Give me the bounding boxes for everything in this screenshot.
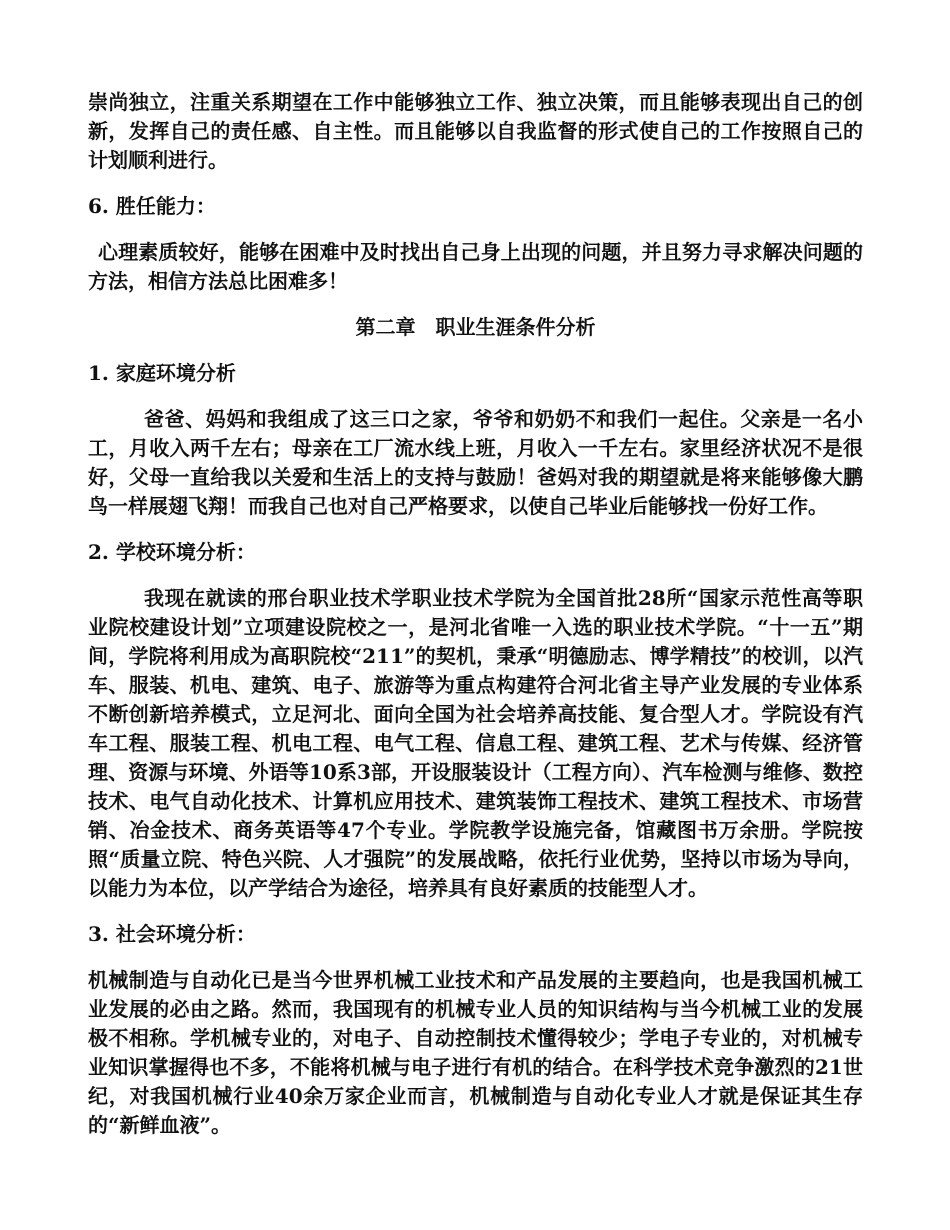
- paragraph-society: 机械制造与自动化已是当今世界机械工业技术和产品发展的主要趋向，也是我国机械工业发展的必由之路。然而，我国现有的机械专业人员的知识结构与当今机械工业的发展极不相称。学机械专业的，对电子、自动控制技术懂得较少；学电子专业的，对机械专业知识掌握得也不多，不能将机械与电子进行有机的结合。在科学技术竞争激烈的21世纪，对我国机械行业40余万家企业而言，机械制造与自动化专业人才就是保证其生存的“新鲜血液”。: [88, 968, 863, 1137]
- spacer: [88, 567, 863, 584]
- spacer: [88, 175, 863, 192]
- spacer: [88, 342, 863, 359]
- paragraph-school: 我现在就读的邢台职业技术学职业技术学院为全国首批28所“国家示范性高等职业院校建设计划”立项建设院校之一，是河北省唯一入选的职业技术学院。“十一五”期间，学院将利用成为高职院校“211”的契机，秉承“明德励志、博学精技”的校训，以汽车、服装、机电、建筑、电子、旅游等为重点构建符合河北省主导产业发展的专业体系不断创新培养模式，立足河北、面向全国为社会培养高技能、复合型人才。学院设有汽车工程、服装工程、机电工程、电气工程、信息工程、建筑工程、艺术与传媒、经济管理、资源与环境、外语等10系3部，开设服装设计（工程方向）、汽车检测与维修、数控技术、电气自动化技术、计算机应用技术、建筑装饰工程技术、建筑工程技术、市场营销、冶金技术、商务英语等47个专业。学院教学设施完备，馆藏图书万余册。学院按照“质量立院、特色兴院、人才强院”的发展战略，依托行业优势，坚持以市场为导向，以能力为本位，以产学结合为途径，培养具有良好素质的技能型人才。: [88, 586, 863, 900]
- spacer: [88, 296, 863, 313]
- paragraph-intro-continued: 崇尚独立，注重关系期望在工作中能够独立工作、独立决策，而且能够表现出自己的创新，发挥自己的责任感、自主性。而且能够以自我监督的形式使自己的工作按照自己的计划顺利进行。: [88, 90, 863, 172]
- section-heading-school: 2. 学校环境分析：: [88, 540, 256, 564]
- paragraph-competence: 心理素质较好，能够在困难中及时找出自己身上出现的问题，并且努力寻求解决问题的方法，相信方法总比困难多！: [88, 240, 863, 293]
- spacer: [88, 221, 863, 238]
- section-heading-family: 1. 家庭环境分析: [88, 361, 236, 385]
- spacer: [88, 903, 863, 920]
- document-page: [88, 88, 863, 1140]
- section-heading-society: 3. 社会环境分析：: [88, 922, 256, 946]
- spacer: [88, 521, 863, 538]
- spacer: [88, 388, 863, 405]
- paragraph-family: 爸爸、妈妈和我组成了这三口之家，爷爷和奶奶不和我们一起住。父亲是一名小工，月收入两千左右；母亲在工厂流水线上班，月收入一千左右。家里经济状况不是很好，父母一直给我以关爱和生活上的支持与鼓励！爸妈对我的期望就是将来能够像大鹏鸟一样展翅飞翔！而我自己也对自己严格要求，以使自己毕业后能够找一份好工作。: [88, 407, 863, 518]
- chapter-title: 第二章 职业生涯条件分析: [355, 315, 596, 339]
- spacer: [88, 949, 863, 966]
- section-heading-competence: 6. 胜任能力：: [88, 194, 216, 218]
